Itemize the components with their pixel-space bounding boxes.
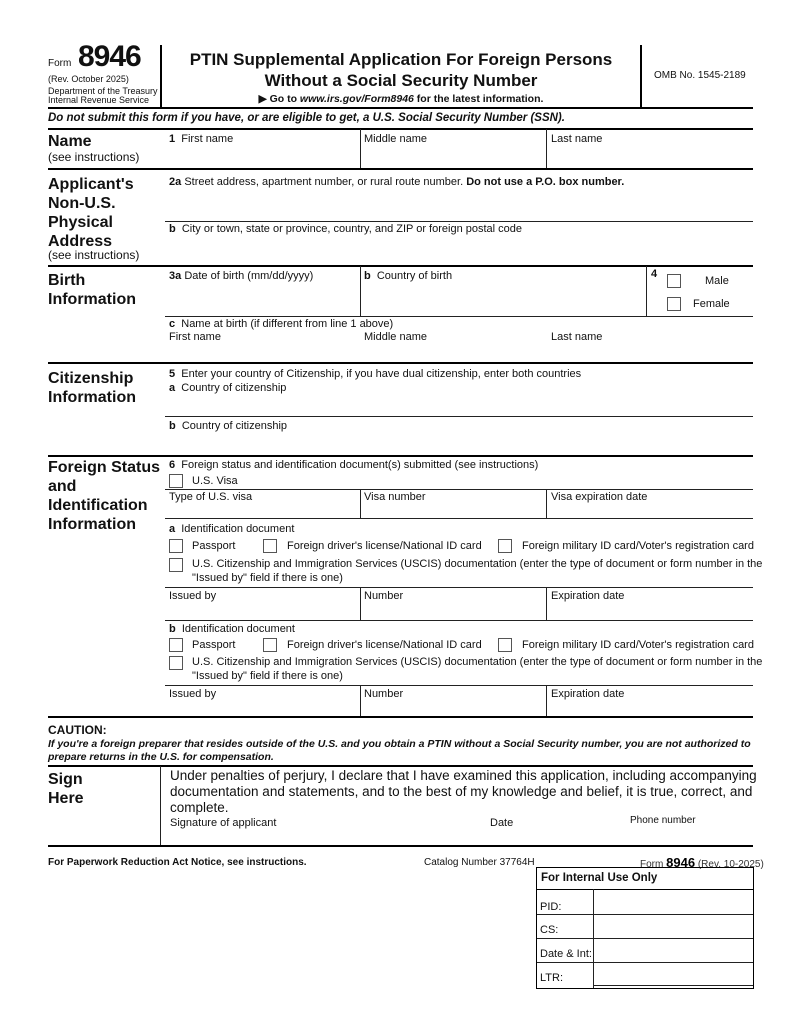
male-label: Male [705,275,729,287]
doc-b-passport-checkbox[interactable] [169,638,183,652]
form-title: PTIN Supplemental Application For Foreign Persons Without a Social Security Number [189,50,613,90]
doc-a-license-label: Foreign driver's license/National ID card [287,540,482,552]
ssn-warning: Do not submit this form if you have, or are eligible to get, a U.S. Social Security Number (SSN). [48,112,565,124]
name-section-label: Name [48,133,92,150]
goto-line: ▶ Go to www.irs.gov/Form8946 for the latest information. [258,93,544,105]
cs-label: CS: [540,924,559,936]
street-address-field[interactable]: 2a Street address, apartment number, or rural route number. Do not use a P.O. box number. [169,176,625,188]
doc-b-issued-by-field[interactable]: Issued by [169,688,217,700]
doc-a-uscis-label: U.S. Citizenship and Immigration Services (USCIS) documentation (enter the type of document or form number in the [192,558,763,570]
signature-field[interactable]: Signature of applicant [170,817,277,829]
middle-name-field[interactable]: Middle name [364,133,427,145]
form-number: 8946 [78,40,141,73]
last-name-field[interactable]: Last name [551,133,603,145]
female-label: Female [693,298,730,310]
foreign-status-instruction: 6 Foreign status and identification document(s) submitted (see instructions) [169,459,539,471]
caution-text-2: prepare returns in the U.S. for compensation. [48,751,274,763]
doc-b-uscis-label: U.S. Citizenship and Immigration Services (USCIS) documentation (enter the type of document or form number in the [192,656,763,668]
doc-a-title: a Identification document [169,523,295,535]
doc-b-license-checkbox[interactable] [263,638,277,652]
birth-middle-name-field[interactable]: Middle name [364,331,427,343]
visa-type-field[interactable]: Type of U.S. visa [169,491,253,503]
irs: Internal Revenue Service [48,95,150,105]
internal-use-table [536,867,754,989]
ltr-label: LTR: [540,972,564,984]
doc-a-issued-by-field[interactable]: Issued by [169,590,217,602]
name-see-instructions: (see instructions) [48,150,140,164]
birth-section-label: Birth Information [48,272,136,308]
sex-line-number: 4 [651,268,658,280]
doc-b-expiration-field[interactable]: Expiration date [551,688,625,700]
sign-here-label: Sign Here [48,771,84,807]
birth-first-name-field[interactable]: First name [169,331,221,343]
address-see-instructions: (see instructions) [48,248,140,262]
catalog-number: Catalog Number 37764H [424,857,535,868]
caution-title: CAUTION: [48,723,107,737]
visa-expiration-field[interactable]: Visa expiration date [551,491,648,503]
doc-a-military-label: Foreign military ID card/Voter's registration card [522,540,754,552]
dob-field[interactable]: 3a Date of birth (mm/dd/yyyy) [169,270,314,282]
date-int-label: Date & Int: [540,948,592,960]
doc-a-passport-label: Passport [192,540,236,552]
first-name-field[interactable]: 1 First name [169,133,234,145]
doc-b-uscis-checkbox[interactable] [169,656,183,670]
doc-b-title: b Identification document [169,623,295,635]
doc-b-number-field[interactable]: Number [364,688,404,700]
form-word: Form [48,58,72,69]
address-section-label: Applicant's Non-U.S. Physical Address [48,176,134,250]
doc-a-expiration-field[interactable]: Expiration date [551,590,625,602]
us-visa-label: U.S. Visa [192,475,238,487]
revision: (Rev. October 2025) [48,74,129,84]
us-visa-checkbox[interactable] [169,474,183,488]
citizenship-section-label: Citizenship Information [48,370,136,406]
city-field[interactable]: b City or town, state or province, country, and ZIP or foreign postal code [169,223,523,235]
citizenship-b-field[interactable]: b Country of citizenship [169,420,288,432]
citizenship-instruction: 5 Enter your country of Citizenship, if you have dual citizenship, enter both countries [169,368,582,380]
birth-last-name-field[interactable]: Last name [551,331,603,343]
doc-b-license-label: Foreign driver's license/National ID card [287,639,482,651]
doc-b-passport-label: Passport [192,639,236,651]
date-field[interactable]: Date [490,817,514,829]
doc-a-military-checkbox[interactable] [498,539,512,553]
paperwork-notice: For Paperwork Reduction Act Notice, see instructions. [48,857,307,868]
doc-b-military-checkbox[interactable] [498,638,512,652]
visa-number-field[interactable]: Visa number [364,491,426,503]
foreign-status-section-label: Foreign Status and Identification Information [48,459,161,533]
internal-use-title: For Internal Use Only [541,872,658,884]
omb-number: OMB No. 1545-2189 [654,70,746,81]
pid-label: PID: [540,901,562,913]
citizenship-a-field[interactable]: a Country of citizenship [169,382,287,394]
perjury-declaration: Under penalties of perjury, I declare that I have examined this application, including accompanying documentation and statements, and to the best of my knowledge and belief, it is true, correct, and complete. [170,768,757,815]
doc-a-number-field[interactable]: Number [364,590,404,602]
doc-a-license-checkbox[interactable] [263,539,277,553]
doc-a-uscis-label-2: "Issued by" field if there is one) [192,572,343,584]
female-checkbox[interactable] [667,297,681,311]
doc-b-military-label: Foreign military ID card/Voter's registration card [522,639,754,651]
phone-number-field[interactable]: Phone number [630,815,696,826]
doc-a-uscis-checkbox[interactable] [169,558,183,572]
male-checkbox[interactable] [667,274,681,288]
doc-a-passport-checkbox[interactable] [169,539,183,553]
name-at-birth-label: c Name at birth (if different from line 1 above) [169,318,394,330]
department: Department of the Treasury [48,86,158,96]
country-of-birth-field[interactable]: b Country of birth [364,270,453,282]
caution-text: If you're a foreign preparer that resides outside of the U.S. and you obtain a PTIN without a Social Security number, you are not authorized to [48,738,751,750]
doc-b-uscis-label-2: "Issued by" field if there is one) [192,670,343,682]
footer-form-id: Form 8946 (Rev. 10-2025) [640,855,764,870]
